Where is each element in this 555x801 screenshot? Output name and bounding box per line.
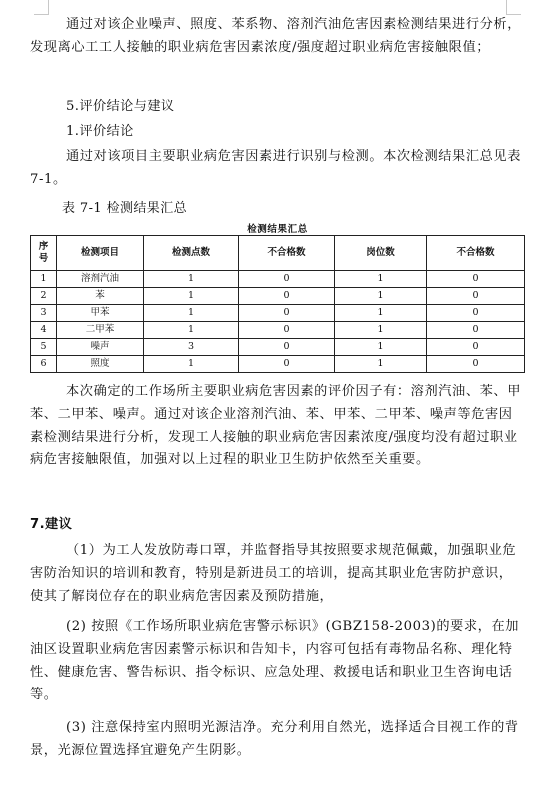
cell-posts: 1 bbox=[335, 356, 427, 373]
cell-posts: 1 bbox=[335, 305, 427, 322]
cell-posts: 1 bbox=[335, 339, 427, 356]
table-row bbox=[31, 305, 525, 322]
header-points: 检测点数 bbox=[144, 236, 239, 271]
header-seq bbox=[31, 236, 57, 271]
page-corner-mark-right bbox=[506, 0, 521, 15]
results-table bbox=[30, 235, 525, 373]
cell-seq: 1 bbox=[31, 271, 57, 288]
recommendation-3: (3) 注意保持室内照明光源洁净。充分利用自然光，选择适合目视工作的背景，光源位置选择宜避免产生阴影。 bbox=[30, 720, 519, 758]
cell-item: 噪声 bbox=[57, 339, 144, 356]
cell-item: 苯 bbox=[57, 288, 144, 305]
cell-unqualified: 0 bbox=[239, 305, 335, 322]
section-7-heading: 7.建议 bbox=[30, 517, 73, 532]
header-unqualified: 不合格数 bbox=[239, 236, 335, 271]
cell-points: 3 bbox=[144, 339, 239, 356]
cell-unqualified-2: 0 bbox=[427, 339, 525, 356]
table-row bbox=[31, 271, 525, 288]
cell-points: 1 bbox=[144, 288, 239, 305]
table-row bbox=[31, 322, 525, 339]
cell-points: 1 bbox=[144, 271, 239, 288]
header-item: 检测项目 bbox=[57, 236, 144, 271]
table-title: 检测结果汇总 bbox=[247, 224, 308, 235]
intro-paragraph: 通过对该企业噪声、照度、苯系物、溶剂汽油危害因素检测结果进行分析，发现离心工工人接触的职业病危害因素浓度/强度超过职业病危害接触限值； bbox=[30, 17, 521, 55]
cell-unqualified-2: 0 bbox=[427, 356, 525, 373]
header-unqualified-2: 不合格数 bbox=[427, 236, 525, 271]
cell-unqualified-2: 0 bbox=[427, 322, 525, 339]
cell-points: 1 bbox=[144, 305, 239, 322]
cell-posts: 1 bbox=[335, 271, 427, 288]
cell-seq: 3 bbox=[31, 305, 57, 322]
recommendation-2: (2) 按照《工作场所职业病危害警示标识》(GBZ158-2003)的要求，在加油区设置职业病危害因素警示标识和告知卡，内容可包括有毒物品名称、理化特性、健康危害、警告标识、指令标识、应急处理、救援电话和职业卫生咨询电话等。 bbox=[30, 619, 520, 703]
cell-item: 溶剂汽油 bbox=[57, 271, 144, 288]
cell-unqualified-2: 0 bbox=[427, 288, 525, 305]
cell-seq: 6 bbox=[31, 356, 57, 373]
cell-unqualified: 0 bbox=[239, 271, 335, 288]
section-5-heading: 5.评价结论与建议 bbox=[66, 99, 175, 114]
cell-seq: 4 bbox=[31, 322, 57, 339]
table-row bbox=[31, 356, 525, 373]
table-caption: 表 7-1 检测结果汇总 bbox=[62, 201, 187, 216]
table-row bbox=[31, 288, 525, 305]
subsection-1-heading: 1.评价结论 bbox=[66, 124, 134, 139]
cell-points: 1 bbox=[144, 356, 239, 373]
header-seq-label: 序 号 bbox=[38, 241, 49, 264]
recommendation-1: （1）为工人发放防毒口罩，并监督指导其按照要求规范佩戴，加强职业危害防治知识的培训和教育，特别是新进员工的培训，提高其职业危害防护意识，使其了解岗位存在的职业病危害因素及预防措施， bbox=[30, 543, 517, 604]
table-row bbox=[31, 339, 525, 356]
cell-item: 二甲苯 bbox=[57, 322, 144, 339]
conclusion-paragraph: 本次确定的工作场所主要职业病危害因素的评价因子有：溶剂汽油、苯、甲苯、二甲苯、噪声。通过对该企业溶剂汽油、苯、甲苯、二甲苯、噪声等危害因素检测结果进行分析，发现工人接触的职业病危害因素浓度/强度均没有超过职业病危害接触限值，加强对以上过程的职业卫生防护依然至关重要。 bbox=[30, 384, 521, 468]
cell-item: 甲苯 bbox=[57, 305, 144, 322]
cell-seq: 2 bbox=[31, 288, 57, 305]
cell-points: 1 bbox=[144, 322, 239, 339]
cell-posts: 1 bbox=[335, 322, 427, 339]
cell-unqualified: 0 bbox=[239, 322, 335, 339]
page-corner-mark-left bbox=[34, 0, 49, 15]
cell-unqualified: 0 bbox=[239, 356, 335, 373]
cell-seq: 5 bbox=[31, 339, 57, 356]
cell-unqualified-2: 0 bbox=[427, 271, 525, 288]
summary-paragraph: 通过对该项目主要职业病危害因素进行识别与检测。本次检测结果汇总见表 7-1。 bbox=[30, 149, 521, 187]
cell-unqualified: 0 bbox=[239, 288, 335, 305]
cell-unqualified-2: 0 bbox=[427, 305, 525, 322]
cell-unqualified: 0 bbox=[239, 339, 335, 356]
cell-posts: 1 bbox=[335, 288, 427, 305]
cell-item: 照度 bbox=[57, 356, 144, 373]
table-header-row bbox=[31, 236, 525, 271]
header-posts: 岗位数 bbox=[335, 236, 427, 271]
